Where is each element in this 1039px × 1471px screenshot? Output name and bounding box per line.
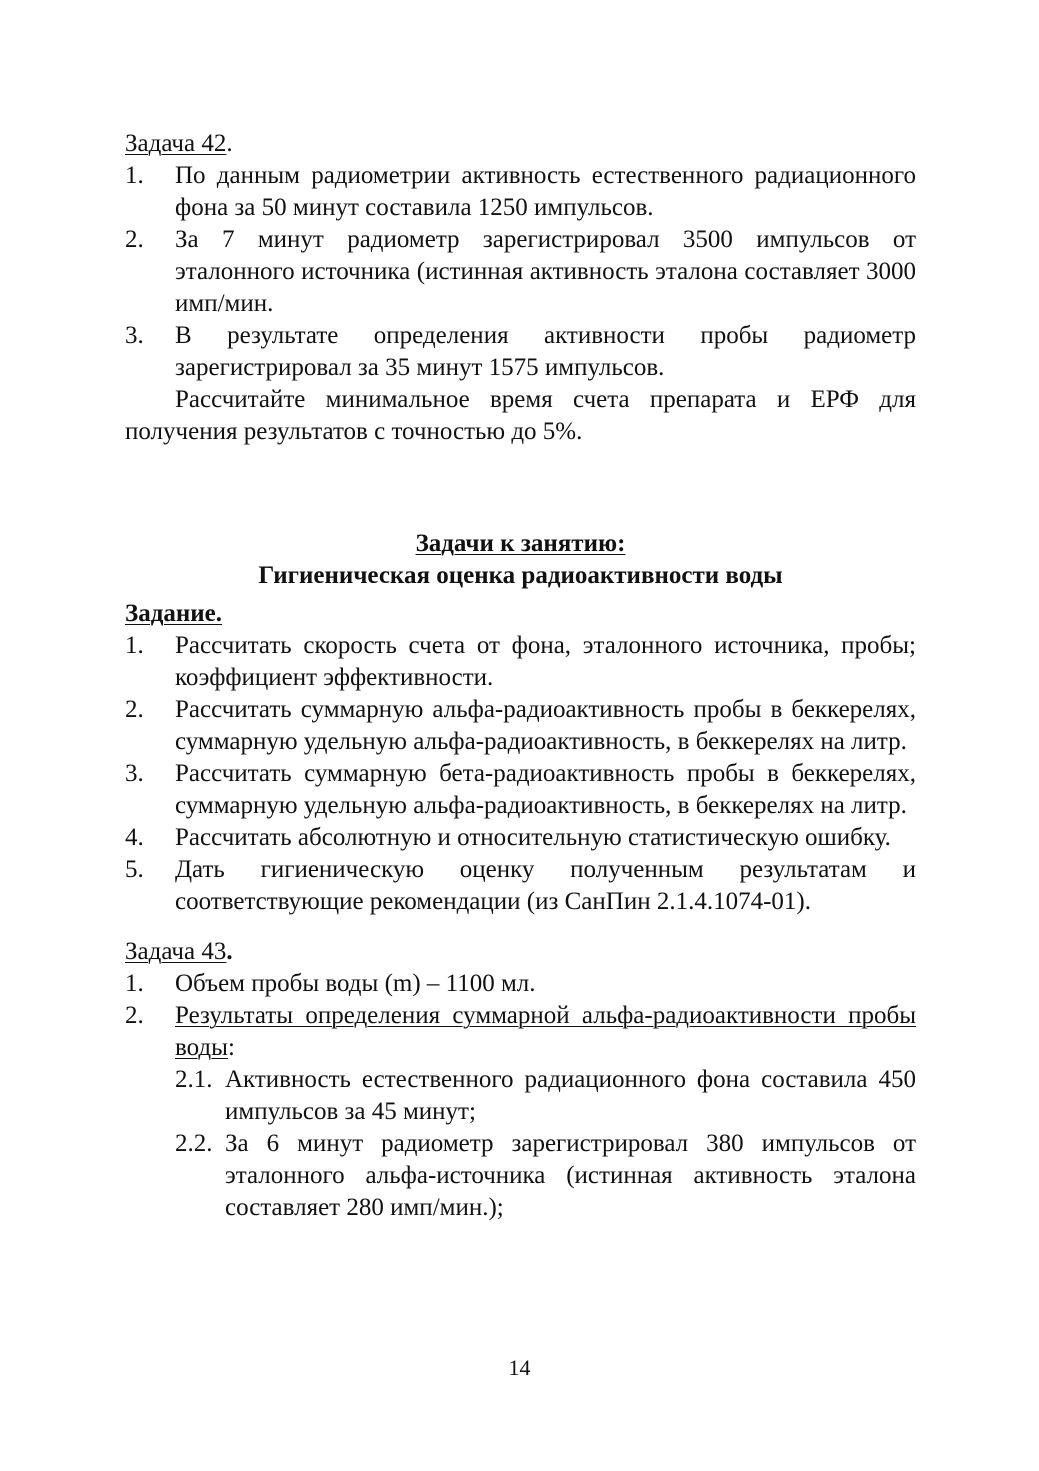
spacer	[125, 918, 916, 936]
assignment-item-5-num: 5.	[125, 856, 144, 883]
document-page	[125, 128, 916, 1224]
task42-item-1-num: 1.	[125, 162, 144, 189]
assignment-item-4-text: Рассчитать абсолютную и относительную статистическую ошибку.	[175, 824, 891, 851]
task43-subitem-2-2-text: За 6 минут радиометр зарегистрировал 380 импульсов от эталонного альфа-источника (истинная активность эталона составляет 280 имп/мин.);	[225, 1130, 916, 1221]
task43-item-2	[125, 1000, 916, 1064]
task42-title-punct: .	[226, 130, 233, 157]
assignment-item-5-text: Дать гигиеническую оценку полученным результатам и соответствующие рекомендации (из СанПин 2.1.4.1074-01).	[175, 856, 916, 915]
task43-subitem-2-1	[125, 1064, 916, 1128]
assignment-item-1-text: Рассчитать скорость счета от фона, эталонного источника, пробы; коэффициент эффективности.	[175, 632, 916, 691]
task42-item-3-text: В результате определения активности пробы радиометр зарегистрировал за 35 минут 1575 импульсов.	[175, 322, 916, 381]
assignment-item-2	[125, 694, 916, 758]
task43-item-2-text: Результаты определения суммарной альфа-радиоактивности пробы воды	[175, 1002, 916, 1061]
task42-item-2-num: 2.	[125, 226, 144, 253]
assignment-item-2-text: Рассчитать суммарную альфа-радиоактивность пробы в беккерелях, суммарную удельную альфа-радиоактивность, в беккерелях на литр.	[175, 696, 916, 755]
task42-item-1-text: По данным радиометрии активность естественного радиационного фона за 50 минут составила 1250 импульсов.	[175, 162, 916, 221]
task43-heading	[125, 936, 916, 968]
task42-item-3	[125, 320, 916, 384]
assignment-item-3	[125, 758, 916, 822]
task43-item-1-text: Объем пробы воды (m) – 1100 мл.	[175, 970, 536, 997]
assignment-item-3-num: 3.	[125, 760, 144, 787]
task42-conclusion: Рассчитайте минимальное время счета препарата и ЕРФ для получения результатов с точностью до 5%.	[125, 386, 916, 445]
task43-subitem-2-2	[125, 1128, 916, 1224]
task42-item-1	[125, 160, 916, 224]
task43-subitem-2-1-text: Активность естественного радиационного фона составила 450 импульсов за 45 минут;	[225, 1066, 916, 1125]
assignment-item-1	[125, 630, 916, 694]
assignment-item-3-text: Рассчитать суммарную бета-радиоактивность пробы в беккерелях, суммарную удельную альфа-радиоактивность, в беккерелях на литр.	[175, 760, 916, 819]
task43-title-punct: .	[226, 938, 233, 965]
task43-subitem-2-2-num: 2.2.	[175, 1130, 213, 1157]
task42-item-2-text: За 7 минут радиометр зарегистрировал 3500 импульсов от эталонного источника (истинная активность эталона составляет 3000 имп/мин.	[175, 226, 916, 317]
task42-title: Задача 42	[125, 130, 227, 157]
page-number: 14	[508, 1355, 531, 1380]
task43-title: Задача 43	[125, 938, 227, 965]
task42-item-2	[125, 224, 916, 320]
section-subheading: Гигиеническая оценка радиоактивности воды	[258, 562, 783, 589]
task43-item-1	[125, 968, 916, 1000]
assignment-title: Задание.	[125, 600, 222, 627]
assignment-item-4	[125, 822, 916, 854]
section-heading-text: Задачи к занятию:	[415, 530, 626, 557]
task43-subitem-2-1-num: 2.1.	[175, 1066, 213, 1093]
task43-item-2-tail: :	[227, 1034, 235, 1061]
task42-item-3-num: 3.	[125, 322, 144, 349]
spacer	[125, 448, 916, 528]
task43-item-1-num: 1.	[125, 970, 144, 997]
task42-heading	[125, 128, 916, 160]
assignment-item-1-num: 1.	[125, 632, 144, 659]
assignment-item-2-num: 2.	[125, 696, 144, 723]
assignment-item-4-num: 4.	[125, 824, 144, 851]
task43-item-2-num: 2.	[125, 1002, 144, 1029]
assignment-item-5	[125, 854, 916, 918]
section-heading	[125, 528, 916, 560]
assignment-heading	[125, 598, 916, 630]
